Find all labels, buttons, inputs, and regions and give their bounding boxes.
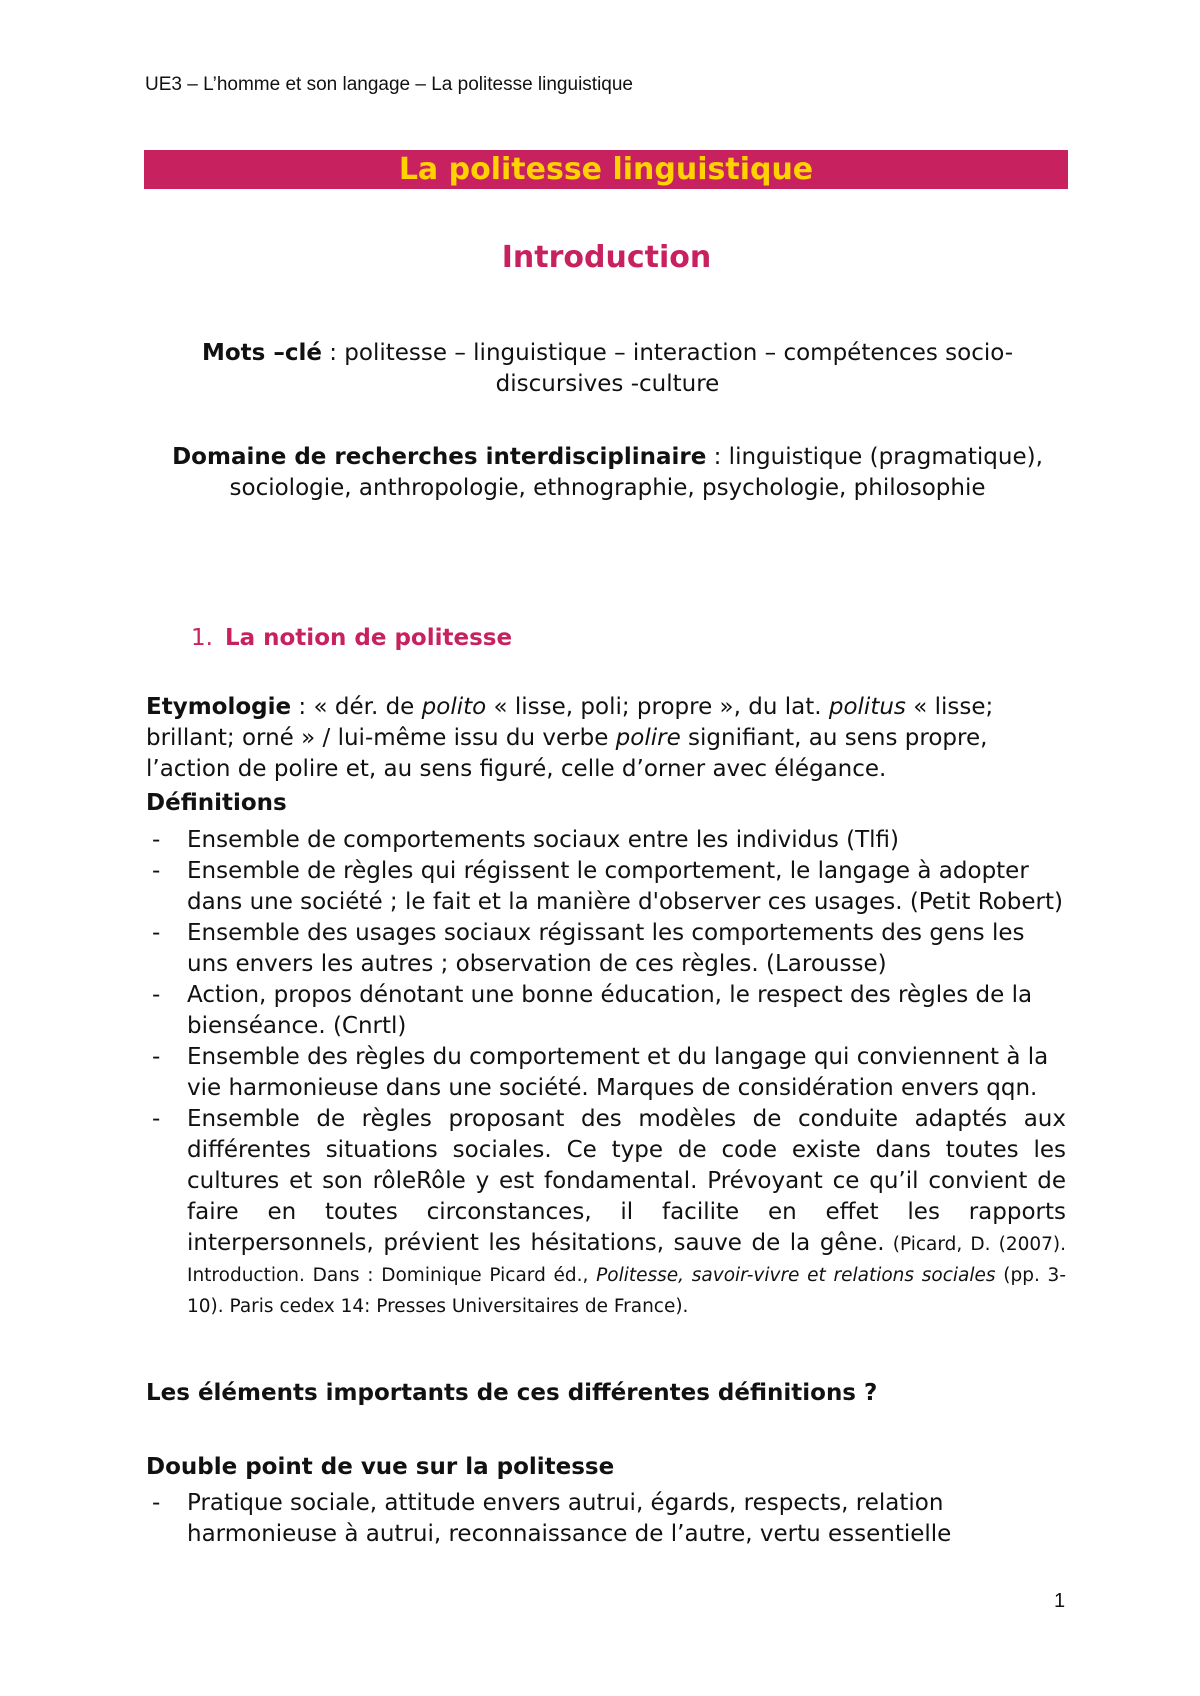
research-domain-paragraph <box>150 442 1065 504</box>
document-title: La politesse linguistique <box>144 150 1068 189</box>
section-number: 1. <box>191 625 213 651</box>
double-viewpoint-heading: Double point de vue sur la politesse <box>146 1454 615 1480</box>
research-domain-text: : linguistique (pragmatique), sociologie, anthropologie, ethnographie, psychologie, philosophie <box>229 444 1043 501</box>
list-item <box>146 1042 1066 1104</box>
definition-text: Ensemble de règles proposant des modèles de conduite adaptés aux différentes situations sociales. Ce type de code existe dans toutes les cultures et son rôleRôle y est fondamental. Prévoyant ce qu’il convient de faire en toutes circonstances, il facilite en effet les rapports interpersonnels, prévient les hésitations, sauve de la gêne. <box>187 1106 1066 1256</box>
etymology-text-4: signifiant, au sens propre, l’action de polire et, au sens figuré, celle d’orner avec élégance. <box>146 725 988 782</box>
viewpoint-text: Pratique sociale, attitude envers autrui, égards, respects, relation harmonieuse à autrui, reconnaissance de l’autre, vertu essentielle <box>187 1490 952 1547</box>
etymology-word-polito: polito <box>421 694 487 720</box>
etymology-text-2: « lisse, poli; propre », du lat. <box>486 694 829 720</box>
dash-bullet: - <box>152 982 161 1008</box>
double-viewpoint-list <box>146 1488 1066 1550</box>
etymology-paragraph <box>146 692 1066 785</box>
elements-question: Les éléments importants de ces différentes définitions ? <box>146 1380 878 1406</box>
dash-bullet: - <box>152 1106 161 1132</box>
dash-bullet: - <box>152 1044 161 1070</box>
etymology-label: Etymologie <box>146 694 292 720</box>
definition-text: Ensemble de règles qui régissent le comportement, le langage à adopter dans une société ; le fait et la manière d'observer ces usages. (Petit Robert) <box>187 858 1063 915</box>
etymology-text-1: : « dér. de <box>291 694 422 720</box>
page-number: 1 <box>1054 1590 1066 1612</box>
definitions-heading: Définitions <box>146 790 287 816</box>
intro-heading: Introduction <box>501 240 712 275</box>
keywords-text: : politesse – linguistique – interaction – compétences socio-discursives -culture <box>321 340 1014 397</box>
dash-bullet: - <box>152 1490 161 1516</box>
page-header: UE3 – L’homme et son langage – La politesse linguistique <box>145 74 633 95</box>
definition-text: Ensemble des règles du comportement et du langage qui conviennent à la vie harmonieuse dans une société. Marques de considération envers qqn. <box>187 1044 1049 1101</box>
etymology-word-polire: polire <box>615 725 681 751</box>
etymology-word-politus: politus <box>828 694 906 720</box>
dash-bullet: - <box>152 858 161 884</box>
citation-text-2: (pp. 3-10). Paris cedex 14: Presses Universitaires de France). <box>187 1265 1066 1317</box>
list-item <box>146 918 1066 980</box>
keywords-label: Mots –clé <box>201 340 322 366</box>
dash-bullet: - <box>152 827 161 853</box>
definition-text: Ensemble de comportements sociaux entre les individus (Tlfi) <box>187 827 900 853</box>
list-item <box>146 1104 1066 1321</box>
definitions-list <box>146 825 1066 1321</box>
list-item <box>146 980 1066 1042</box>
citation-title: Politesse, savoir-vivre et relations sociales <box>596 1265 996 1286</box>
section-title: La notion de politesse <box>224 625 513 651</box>
list-item <box>146 856 1066 918</box>
definition-text: Ensemble des usages sociaux régissant les comportements des gens les uns envers les autres ; observation de ces règles. (Larousse) <box>187 920 1025 977</box>
keywords-paragraph <box>150 338 1065 400</box>
etymology-text-3: « lisse; brillant; orné » / lui-même issu du verbe <box>146 694 994 751</box>
dash-bullet: - <box>152 920 161 946</box>
research-domain-label: Domaine de recherches interdisciplinaire <box>172 444 707 470</box>
list-item <box>146 825 1066 856</box>
section-heading <box>191 625 512 651</box>
definition-text: Action, propos dénotant une bonne éducation, le respect des règles de la bienséance. (Cnrtl) <box>187 982 1033 1039</box>
citation-text-1: (Picard, D. (2007). Introduction. Dans : Dominique Picard éd., <box>187 1234 1067 1286</box>
list-item <box>146 1488 1066 1550</box>
